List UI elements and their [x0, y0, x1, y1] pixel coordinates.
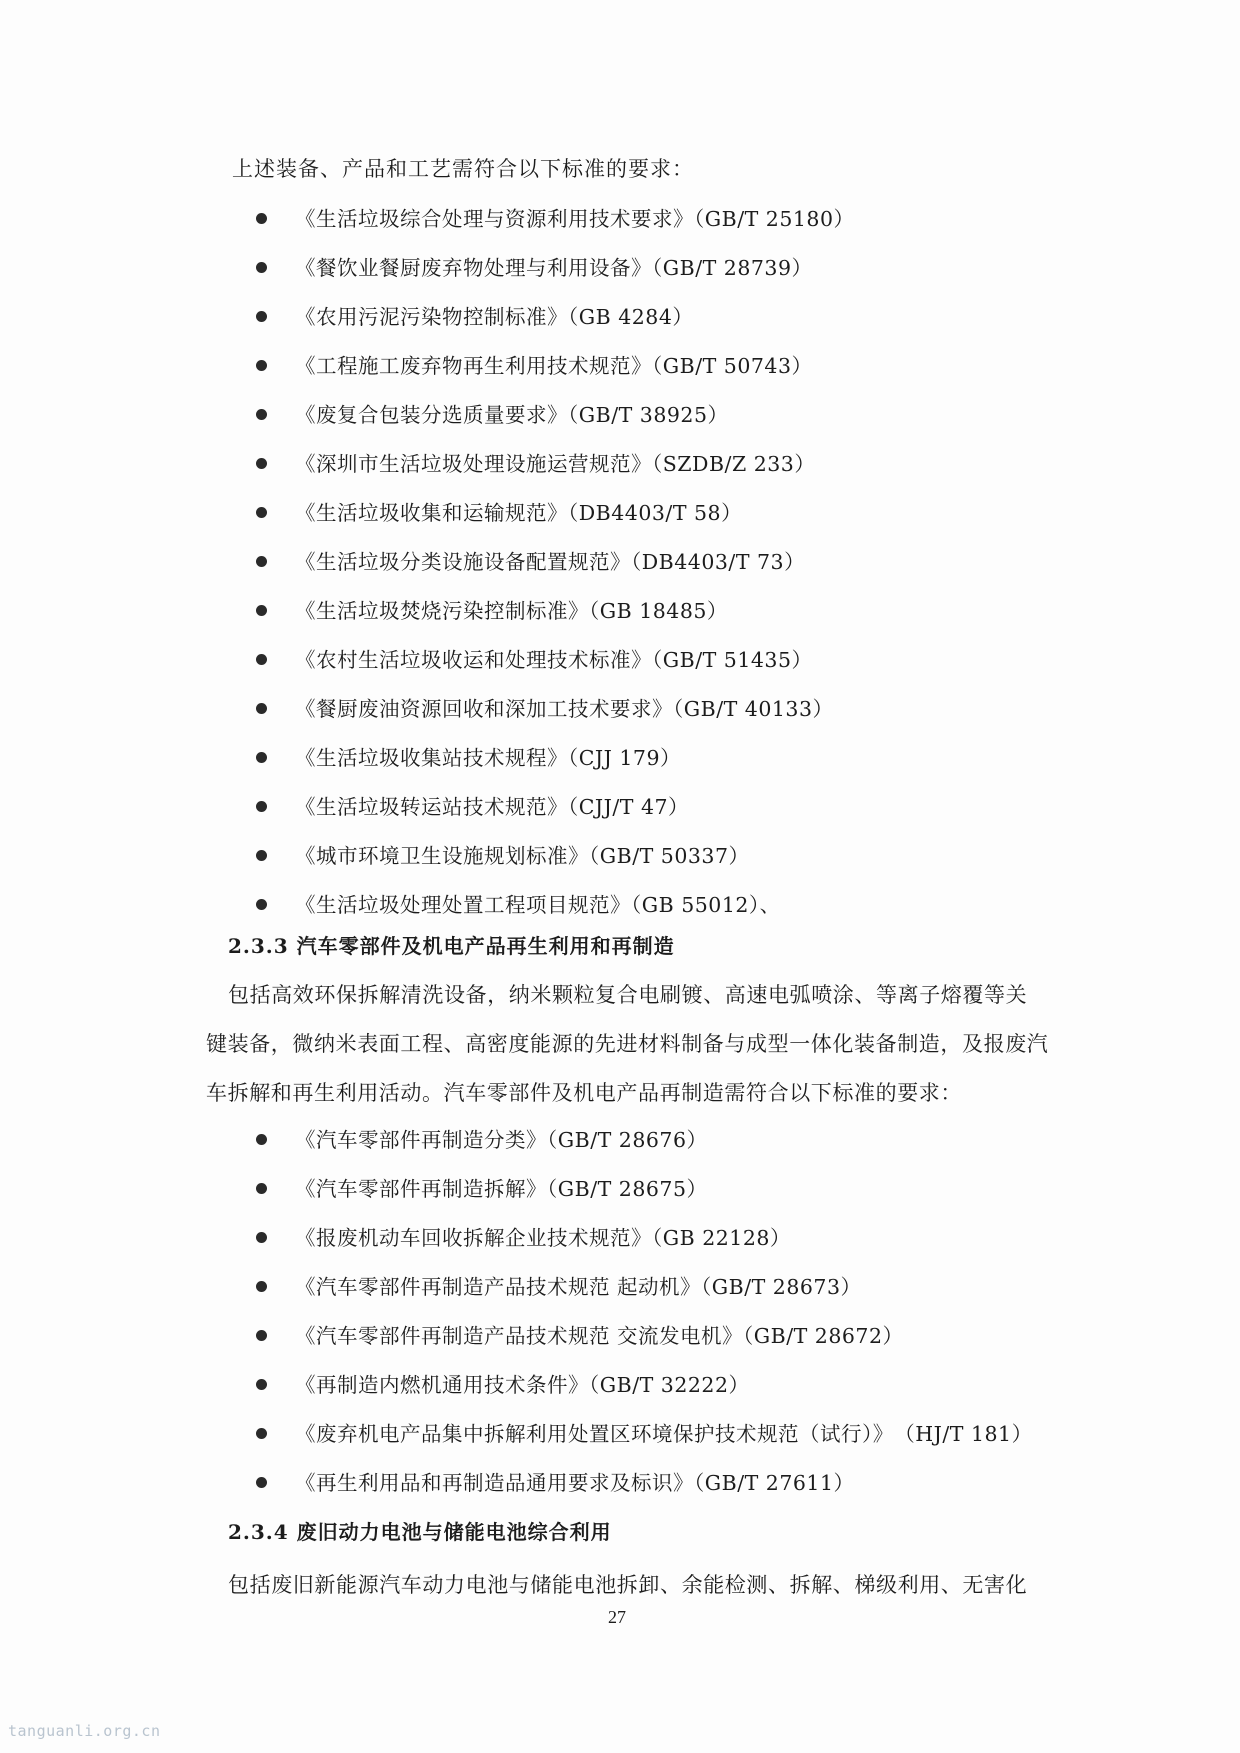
bullet-dot-icon — [256, 1330, 267, 1341]
standard-title: 《汽车零部件再制造分类》（GB/T 28676） — [295, 1128, 708, 1152]
bullet-dot-icon — [256, 1379, 267, 1390]
watermark-text: tanguanli.org.cn — [8, 1722, 161, 1740]
bullet-dot-icon — [256, 262, 267, 273]
standard-title: 《生活垃圾收集站技术规程》（CJJ 179） — [295, 746, 682, 770]
section-paragraph-2-3-3 — [206, 971, 1049, 1118]
bullet-dot-icon — [256, 409, 267, 420]
bullet-dot-icon — [256, 1134, 267, 1145]
standard-title: 《城市环境卫生设施规划标准》（GB/T 50337） — [295, 844, 750, 868]
section-paragraph-2-3-4 — [228, 1561, 1048, 1610]
bullet-dot-icon — [256, 458, 267, 469]
standard-title: 《再生利用品和再制造品通用要求及标识》（GB/T 27611） — [295, 1471, 855, 1495]
bullet-dot-icon — [256, 1477, 267, 1488]
bullet-dot-icon — [256, 801, 267, 812]
standard-title: 《废弃机电产品集中拆解利用处置区环境保护技术规范（试行）》 （HJ/T 181） — [295, 1422, 1033, 1446]
standard-title: 《工程施工废弃物再生利用技术规范》（GB/T 50743） — [295, 354, 813, 378]
bullet-dot-icon — [256, 899, 267, 910]
bullet-dot-icon — [256, 1428, 267, 1439]
section-heading-2-3-4: 2.3.4 废旧动力电池与储能电池综合利用 — [228, 1520, 612, 1544]
bullet-dot-icon — [256, 213, 267, 224]
paragraph-line: 包括高效环保拆解清洗设备，纳米颗粒复合电刷镀、高速电弧喷涂、等离子熔覆等关 — [228, 983, 1028, 1007]
bullet-dot-icon — [256, 703, 267, 714]
standard-title: 《废复合包装分选质量要求》（GB/T 38925） — [295, 403, 729, 427]
paragraph-line: 包括废旧新能源汽车动力电池与储能电池拆卸、余能检测、拆解、梯级利用、无害化 — [228, 1573, 1028, 1597]
section-heading-2-3-3: 2.3.3 汽车零部件及机电产品再生利用和再制造 — [228, 934, 675, 958]
standard-title: 《报废机动车回收拆解企业技术规范》（GB 22128） — [295, 1226, 791, 1250]
paragraph-line: 键装备，微纳米表面工程、高密度能源的先进材料制备与成型一体化装备制造，及报废汽 — [206, 1032, 1049, 1056]
standard-title: 《生活垃圾分类设施设备配置规范》（DB4403/T 73） — [295, 550, 806, 574]
bullet-dot-icon — [256, 360, 267, 371]
bullet-dot-icon — [256, 1183, 267, 1194]
standard-title: 《农村生活垃圾收运和处理技术标准》（GB/T 51435） — [295, 648, 813, 672]
bullet-dot-icon — [256, 556, 267, 567]
standard-title: 《餐厨废油资源回收和深加工技术要求》（GB/T 40133） — [295, 697, 834, 721]
bullet-dot-icon — [256, 605, 267, 616]
standard-title: 《深圳市生活垃圾处理设施运营规范》（SZDB/Z 233） — [295, 452, 816, 476]
standard-title: 《生活垃圾综合处理与资源利用技术要求》（GB/T 25180） — [295, 207, 855, 231]
standard-title: 《汽车零部件再制造拆解》（GB/T 28675） — [295, 1177, 708, 1201]
intro-text: 上述装备、产品和工艺需符合以下标准的要求： — [232, 157, 694, 181]
bullet-dot-icon — [256, 311, 267, 322]
paragraph-line: 车拆解和再生利用活动。汽车零部件及机电产品再制造需符合以下标准的要求： — [206, 1081, 962, 1105]
bullet-dot-icon — [256, 507, 267, 518]
standard-title: 《汽车零部件再制造产品技术规范 交流发电机》（GB/T 28672） — [295, 1324, 904, 1348]
standard-title: 《生活垃圾处理处置工程项目规范》（GB 55012）、 — [295, 893, 781, 917]
standard-title: 《生活垃圾收集和运输规范》（DB4403/T 58） — [295, 501, 743, 525]
bullet-dot-icon — [256, 1232, 267, 1243]
standard-title: 《农用污泥污染物控制标准》（GB 4284） — [295, 305, 694, 329]
standard-title: 《汽车零部件再制造产品技术规范 起动机》（GB/T 28673） — [295, 1275, 862, 1299]
bullet-dot-icon — [256, 1281, 267, 1292]
standard-title: 《生活垃圾焚烧污染控制标准》（GB 18485） — [295, 599, 728, 623]
bullet-dot-icon — [256, 654, 267, 665]
bullet-dot-icon — [256, 752, 267, 763]
standard-title: 《餐饮业餐厨废弃物处理与利用设备》（GB/T 28739） — [295, 256, 813, 280]
bullet-dot-icon — [256, 850, 267, 861]
standard-title: 《再制造内燃机通用技术条件》（GB/T 32222） — [295, 1373, 750, 1397]
page-number: 27 — [608, 1607, 626, 1627]
standard-title: 《生活垃圾转运站技术规范》（CJJ/T 47） — [295, 795, 690, 819]
